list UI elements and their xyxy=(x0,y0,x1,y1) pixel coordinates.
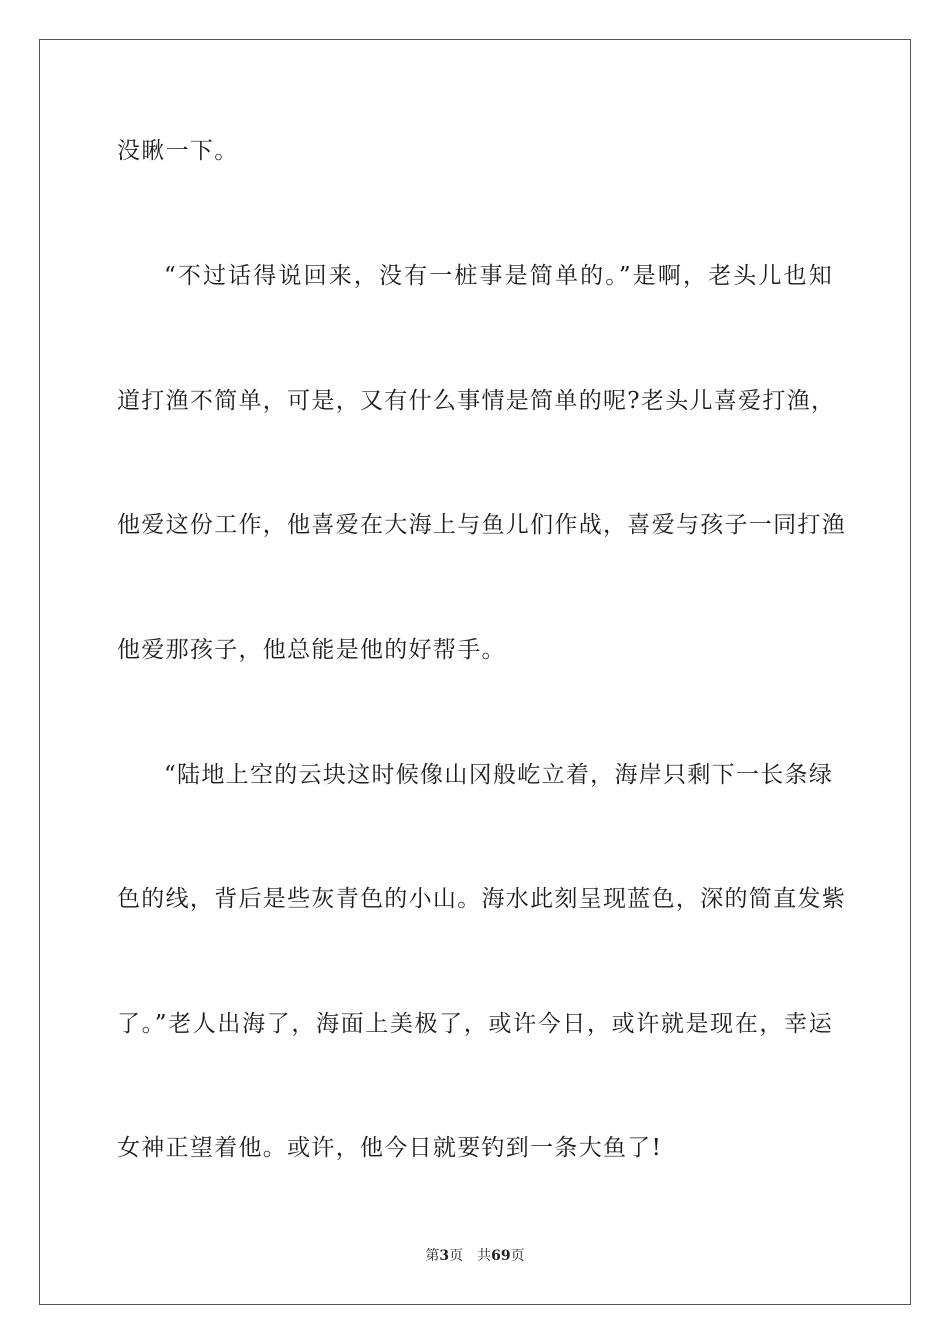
total-suffix: 页 xyxy=(510,1248,525,1264)
page-suffix: 页 xyxy=(449,1248,464,1264)
text-line-7: 色的线，背后是些灰青色的小山。海水此刻呈现蓝色，深的简直发紫 xyxy=(117,886,846,912)
text-line-4: 他爱这份工作，他喜爱在大海上与鱼儿们作战，喜爱与孩子一同打渔 xyxy=(117,512,846,538)
text-line-6: “陆地上空的云块这时候像山冈般屹立着，海岸只剩下一长条绿 xyxy=(164,762,834,788)
total-pages: 69 xyxy=(491,1248,511,1264)
text-line-1: 没瞅一下。 xyxy=(117,138,239,164)
total-prefix: 共 xyxy=(477,1248,492,1264)
page-prefix: 第 xyxy=(425,1248,440,1264)
page-number: 3 xyxy=(439,1248,450,1264)
text-line-2: “不过话得说回来，没有一桩事是简单的。”是啊，老头儿也知 xyxy=(164,263,833,289)
page-footer xyxy=(0,1246,950,1266)
text-line-8: 了。”老人出海了，海面上美极了，或许今日，或许就是现在，幸运 xyxy=(117,1011,833,1037)
text-line-3: 道打渔不简单，可是，又有什么事情是简单的呢?老头儿喜爱打渔， xyxy=(117,388,836,414)
page-border xyxy=(39,39,911,1305)
text-line-9: 女神正望着他。或许，他今日就要钓到一条大鱼了! xyxy=(117,1135,663,1161)
text-line-5: 他爱那孩子，他总能是他的好帮手。 xyxy=(117,637,506,663)
